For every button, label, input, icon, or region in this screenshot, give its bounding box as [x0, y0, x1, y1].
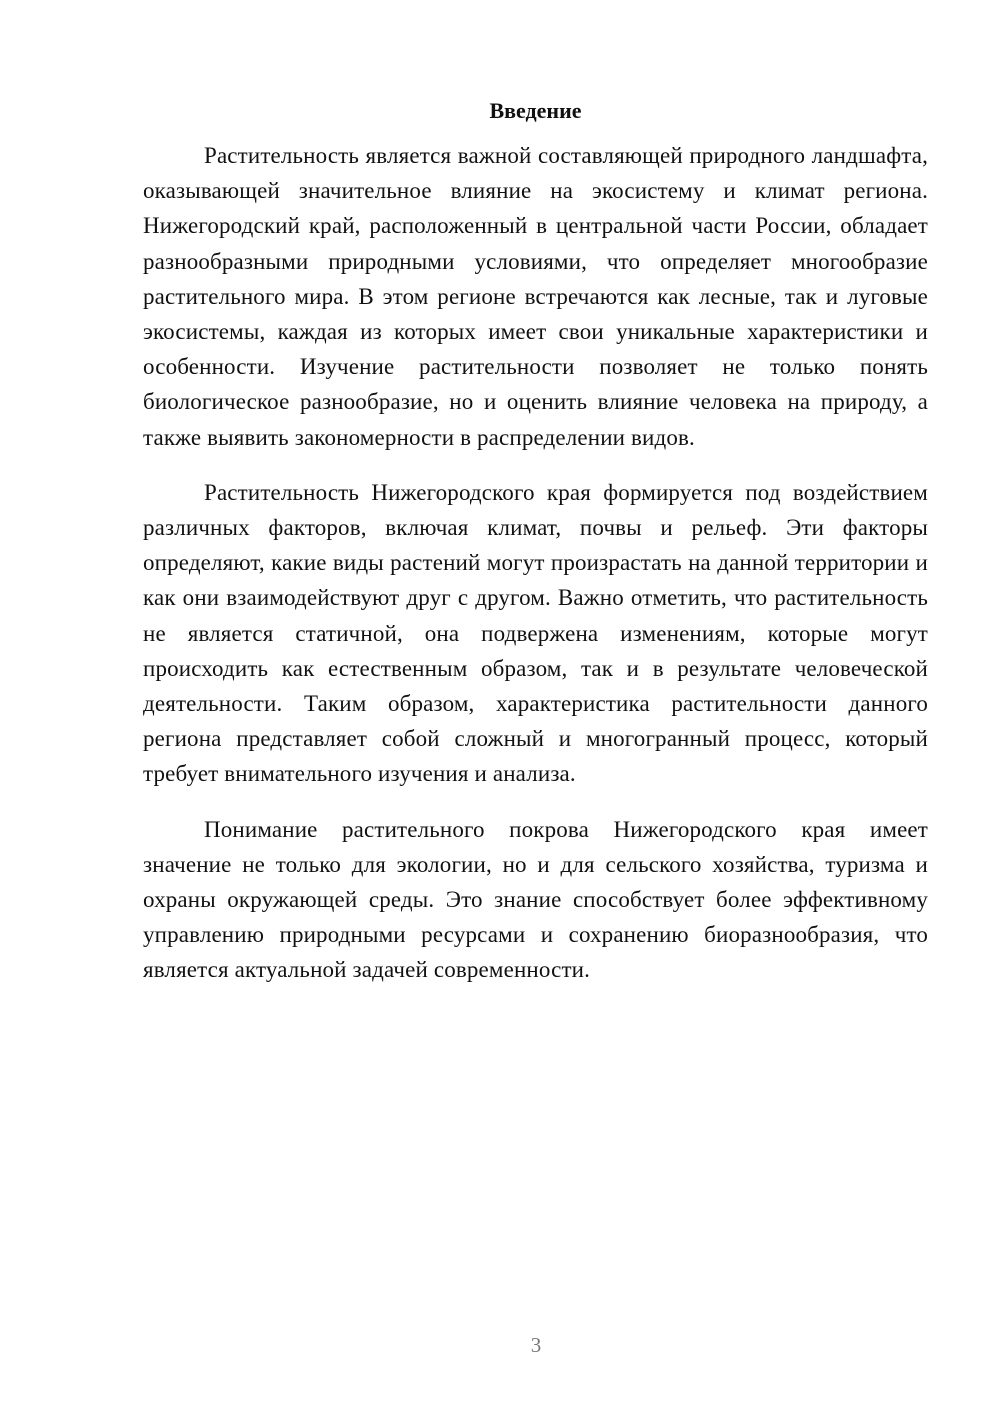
- page-number: 3: [530, 1333, 542, 1357]
- page-title: Введение: [489, 98, 582, 123]
- paragraph-1: Растительность является важной составляющей природного ландшафта, оказывающей значительное влияние на экосистему и климат региона. Нижегородский край, расположенный в центральной части России, обладает разнообразными природными условиями, что определяет многообразие растительного мира. В этом регионе встречаются как лесные, так и луговые экосистемы, каждая из которых имеет свои уникальные характеристики и особенности. Изучение растительности позволяет не только понять биологическое разнообразие, но и оценить влияние человека на природу, а также выявить закономерности в распределении видов.: [143, 143, 928, 450]
- paragraph-3: Понимание растительного покрова Нижегородского края имеет значение не только для экологии, но и для сельского хозяйства, туризма и охраны окружающей среды. Это знание способствует более эффективному управлению природными ресурсами и сохранению биоразнообразия, что является актуальной задачей современности.: [143, 816, 928, 983]
- page-content: [143, 96, 928, 988]
- paragraph-2: Растительность Нижегородского края формируется под воздействием различных факторов, включая климат, почвы и рельеф. Эти факторы определяют, какие виды растений могут произрастать на данной территории и как они взаимодействуют друг с другом. Важно отметить, что растительность не является статичной, она подвержена изменениям, которые могут происходить как естественным образом, так и в результате человеческой деятельности. Таким образом, характеристика растительности данного региона представляет собой сложный и многогранный процесс, который требует внимательного изучения и анализа.: [143, 479, 928, 787]
